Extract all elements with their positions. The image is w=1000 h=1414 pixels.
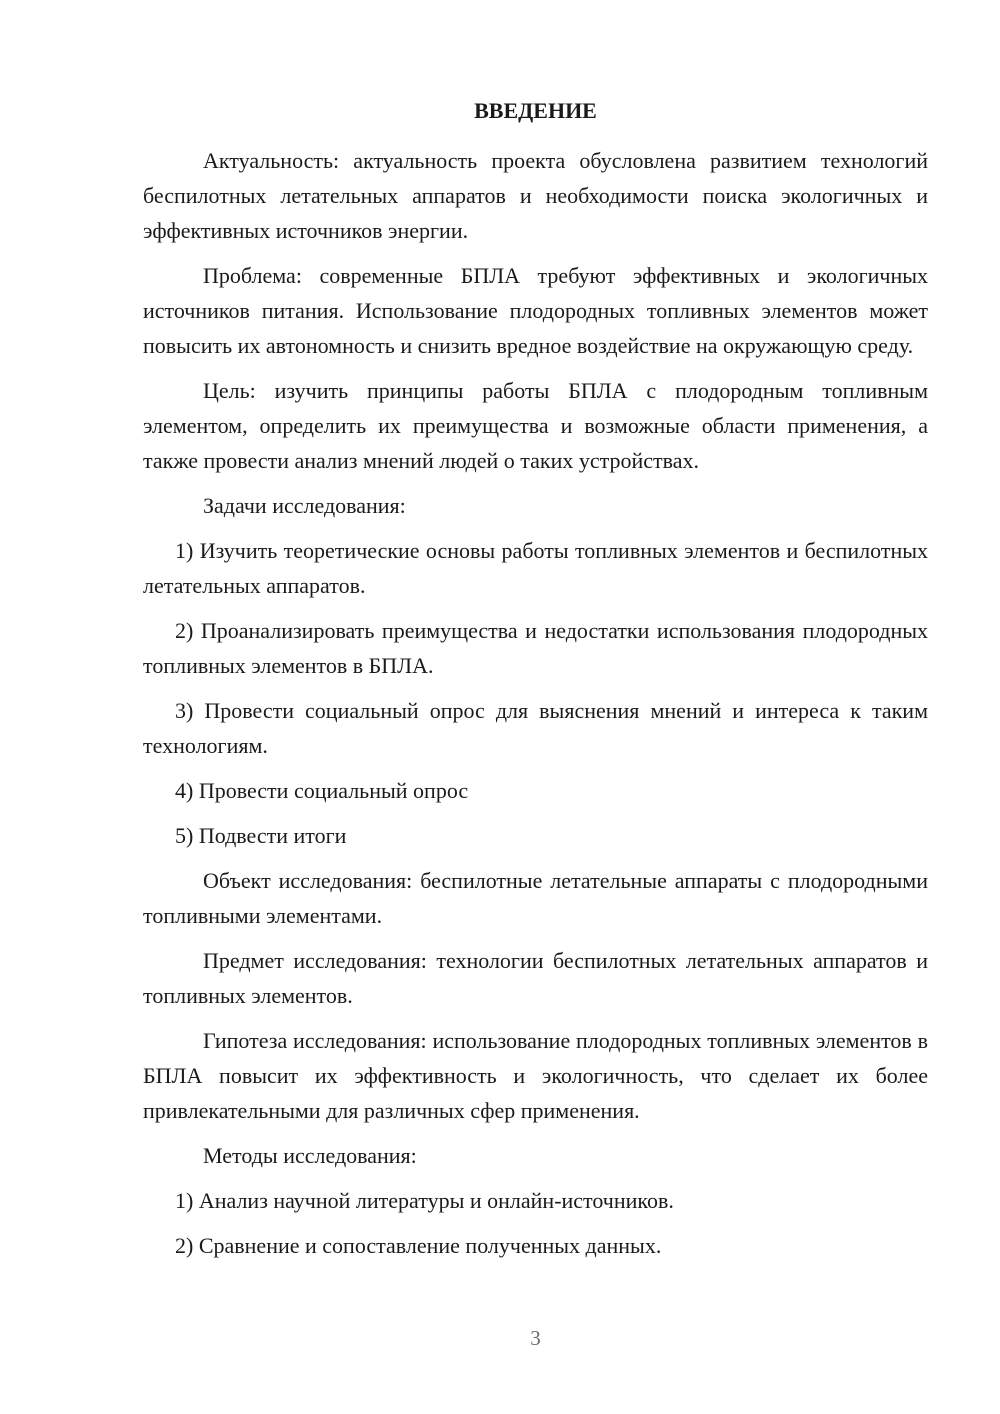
paragraph-problem: Проблема: современные БПЛА требуют эффективных и экологичных источников питания. Использование плодородных топливных элементов может повысить их автономность и снизить вредное воздействие на окружающую среду. <box>143 263 928 358</box>
page-title: ВВЕДЕНИЕ <box>474 98 597 123</box>
page-number: 3 <box>530 1326 541 1350</box>
paragraph-hypothesis: Гипотеза исследования: использование плодородных топливных элементов в БПЛА повысит их эффективность и экологичность, что сделает их более привлекательными для различных сфер применения. <box>143 1028 928 1123</box>
task-item: 1) Изучить теоретические основы работы топливных элементов и беспилотных летательных аппаратов. <box>143 538 928 598</box>
document-page <box>143 0 928 1414</box>
task-item: 3) Провести социальный опрос для выяснения мнений и интереса к таким технологиям. <box>143 698 928 758</box>
method-item: 1) Анализ научной литературы и онлайн-источников. <box>175 1188 674 1213</box>
paragraph-subject: Предмет исследования: технологии беспилотных летательных аппаратов и топливных элементов. <box>143 948 928 1008</box>
task-item: 4) Провести социальный опрос <box>175 778 469 803</box>
paragraph-relevance: Актуальность: актуальность проекта обусловлена развитием технологий беспилотных летательных аппаратов и необходимости поиска экологичных и эффективных источников энергии. <box>143 148 928 243</box>
method-item: 2) Сравнение и сопоставление полученных данных. <box>175 1233 662 1258</box>
paragraph-methods-heading: Методы исследования: <box>203 1143 417 1168</box>
document-body <box>143 143 928 1273</box>
paragraph-goal: Цель: изучить принципы работы БПЛА с плодородным топливным элементом, определить их преимущества и возможные области применения, а также провести анализ мнений людей о таких устройствах. <box>143 378 928 473</box>
task-item: 5) Подвести итоги <box>175 823 347 848</box>
paragraph-object: Объект исследования: беспилотные летательные аппараты с плодородными топливными элементами. <box>143 868 928 928</box>
task-item: 2) Проанализировать преимущества и недостатки использования плодородных топливных элементов в БПЛА. <box>143 618 928 678</box>
paragraph-tasks-heading: Задачи исследования: <box>203 493 406 518</box>
